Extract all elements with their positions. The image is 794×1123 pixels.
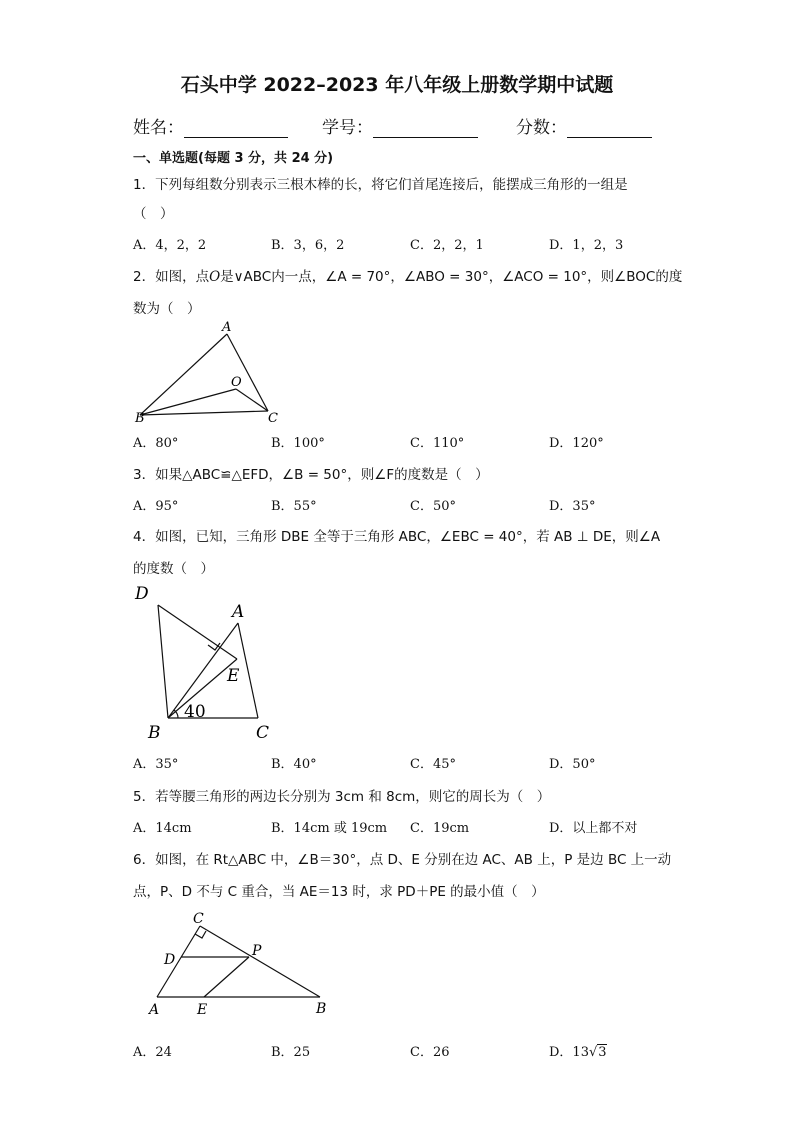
q4-label-e: E [227, 666, 240, 686]
q2-figure-triangle [130, 318, 290, 426]
q4-label-angle-40: 40 [184, 702, 206, 722]
question-6-text: 6．如图，在 Rt△ABC 中，∠B＝30°，点 D、E 分别在边 AC、AB 上，P 是边 BC 上一动 [133, 852, 672, 868]
name-field [133, 113, 288, 138]
q4-label-b: B [148, 723, 161, 743]
q2-label-a: A [222, 320, 232, 335]
q2-label-b: B [135, 411, 145, 426]
q4-side-db [158, 605, 168, 718]
q2-option-d[interactable]: D．120° [549, 436, 604, 451]
q4-side-de [158, 605, 237, 659]
q2-side-bc [140, 411, 268, 415]
q5-option-a[interactable]: A．14cm [133, 821, 192, 836]
question-4-text-line2: 的度数（ ） [133, 561, 214, 577]
question-1-paren: （ ） [133, 206, 174, 222]
q6-option-d-radicand: 3 [598, 1045, 607, 1060]
q2-text-a: 2．如图，点 [133, 269, 210, 285]
student-id-field [322, 113, 478, 138]
q4-label-c: C [256, 723, 270, 743]
name-blank[interactable] [184, 120, 288, 138]
q1-option-c[interactable]: C．2，2，1 [410, 238, 484, 253]
q3-option-b[interactable]: B．55° [271, 499, 317, 514]
q6-label-c: C [193, 911, 204, 927]
student-id-blank[interactable] [373, 120, 478, 138]
q4-side-ac [238, 623, 258, 718]
q4-angle-arc [174, 710, 178, 718]
score-field [516, 113, 652, 138]
q6-option-a[interactable]: A．24 [133, 1045, 172, 1060]
q2-point-o: O [209, 269, 221, 285]
q5-option-b[interactable]: B．14cm 或 19cm [271, 821, 388, 836]
q4-option-d[interactable]: D．50° [549, 757, 596, 772]
q2-segment-oc [236, 389, 268, 411]
q6-side-cb [200, 926, 320, 997]
q5-option-c[interactable]: C．19cm [410, 821, 470, 836]
question-2-text-line2: 数为（ ） [133, 301, 201, 317]
question-5-text: 5．若等腰三角形的两边长分别为 3cm 和 8cm，则它的周长为（ ） [133, 789, 551, 805]
q1-option-d[interactable]: D．1，2，3 [549, 238, 624, 253]
q6-label-d: D [164, 952, 176, 968]
question-6-text-line2: 点，P、D 不与 C 重合，当 AE＝13 时，求 PD＋PE 的最小值（ ） [133, 884, 545, 900]
q6-option-c[interactable]: C．26 [410, 1045, 450, 1060]
q2-text-c: 是∨ABC内一点，∠A = 70°，∠ABO = 30°，∠ACO = 10°，则∠BOC的度 [220, 269, 683, 285]
question-2-text [133, 265, 682, 285]
q6-option-d[interactable] [549, 1041, 607, 1060]
q4-figure-triangles [128, 580, 288, 744]
section-title: 一、单选题(每题 3 分，共 24 分) [133, 151, 334, 166]
question-4-text: 4．如图，已知，三角形 DBE 全等于三角形 ABC，∠EBC = 40°，若 AB ⊥ DE，则∠A [133, 529, 661, 545]
q6-figure-right-triangle [143, 906, 343, 1024]
q6-segment-pe [204, 957, 249, 997]
q2-option-b[interactable]: B．100° [271, 436, 325, 451]
q3-option-a[interactable]: A．95° [133, 499, 179, 514]
q6-label-e: E [197, 1002, 208, 1018]
score-blank[interactable] [567, 120, 652, 138]
question-3-text: 3．如果△ABC≌△EFD，∠B = 50°，则∠F的度数是（ ） [133, 467, 489, 483]
radical-sign-icon: √ [588, 1045, 598, 1060]
q2-label-c: C [268, 411, 278, 426]
q6-label-p: P [252, 943, 262, 959]
q6-label-b: B [316, 1001, 327, 1017]
q2-option-c[interactable]: C．110° [410, 436, 465, 451]
q4-option-c[interactable]: C．45° [410, 757, 456, 772]
q2-option-a[interactable]: A．80° [133, 436, 179, 451]
q5-option-d[interactable]: D．以上都不对 [549, 821, 638, 836]
student-id-label: 学号： [322, 118, 373, 138]
q2-label-o: O [231, 375, 242, 390]
q6-option-d-label: D．13 [549, 1045, 589, 1060]
q4-option-a[interactable]: A．35° [133, 757, 179, 772]
name-label: 姓名： [133, 118, 184, 138]
q4-label-a: A [232, 602, 245, 622]
q3-option-d[interactable]: D．35° [549, 499, 596, 514]
q4-label-d: D [135, 584, 149, 604]
q6-option-b[interactable]: B．25 [271, 1045, 311, 1060]
question-1-text: 1．下列每组数分别表示三根木棒的长，将它们首尾连接后，能摆成三角形的一组是 [133, 177, 628, 193]
page-title: 石头中学 2022–2023 年八年级上册数学期中试题 [180, 74, 614, 96]
q2-side-ac [227, 334, 268, 411]
score-label: 分数： [516, 118, 567, 138]
q3-option-c[interactable]: C．50° [410, 499, 456, 514]
q6-label-a: A [149, 1002, 160, 1018]
q1-option-a[interactable]: A．4，2，2 [133, 238, 207, 253]
q4-option-b[interactable]: B．40° [271, 757, 317, 772]
q1-option-b[interactable]: B．3，6，2 [271, 238, 345, 253]
